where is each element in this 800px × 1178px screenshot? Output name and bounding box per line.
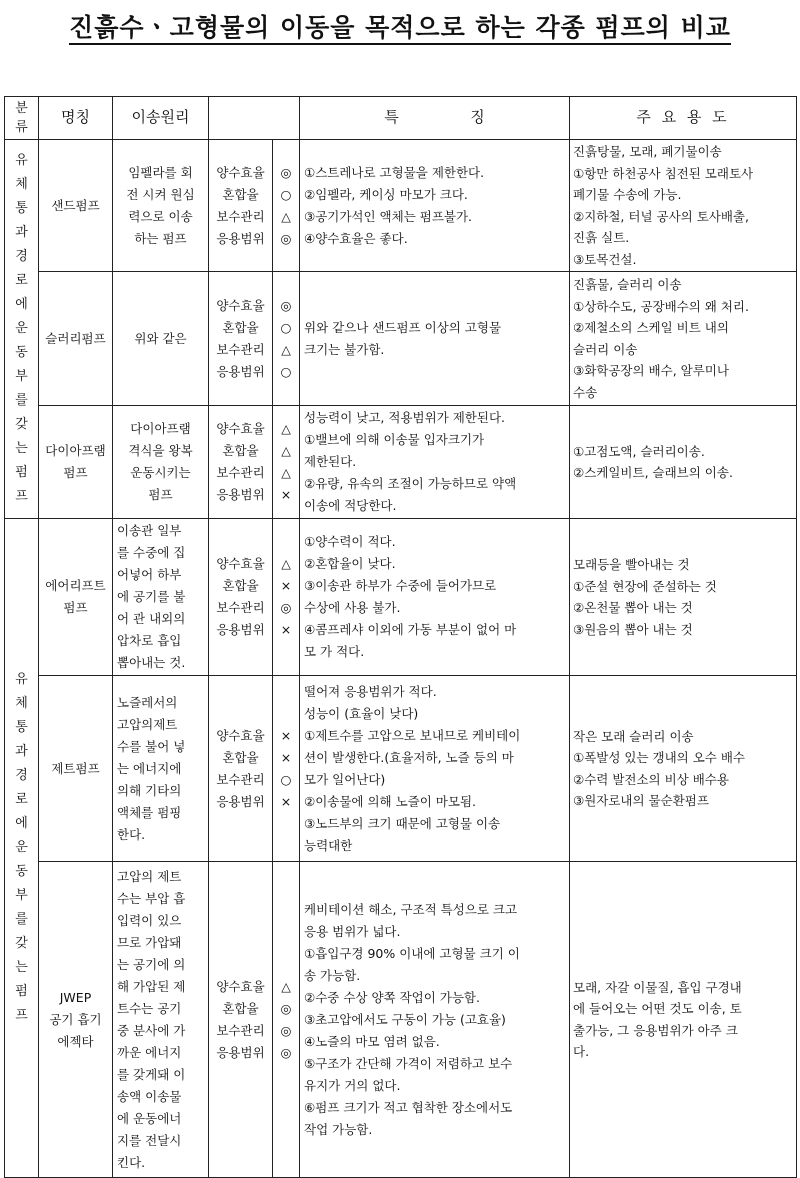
criteria-label: 혼합율 — [222, 1000, 259, 1016]
feature-line: ①양수력이 적다. — [304, 534, 396, 549]
use-line: ②스케일비트, 슬래브의 이송. — [573, 465, 733, 480]
principle-line: 어넣어 하부 — [117, 567, 182, 582]
principle-line: 는 에너지에 — [117, 760, 182, 776]
criteria-label: 혼합율 — [222, 578, 259, 593]
feature-line: ②이송물에 의해 노즐이 마모됨. — [304, 793, 477, 809]
rating-marks-cell — [273, 406, 300, 519]
principle-line: 액체를 펌핑 — [117, 804, 182, 820]
rating-mark: ◎ — [280, 230, 292, 246]
criteria-label: 응용범위 — [216, 487, 265, 502]
pump-name-cell — [39, 140, 113, 272]
criteria-label: 보수관리 — [216, 1022, 265, 1038]
criteria-cell — [209, 519, 273, 676]
use-line: ②지하철, 터널 공사의 토사배출, — [573, 208, 749, 224]
feature-line: ⑤구조가 간단해 가격이 저렴하고 보수 — [304, 1055, 513, 1071]
category-char: 동 — [15, 864, 28, 879]
criteria-label: 보수관리 — [216, 341, 265, 357]
features-cell — [300, 140, 570, 272]
pump-name-line: 제트펌프 — [51, 760, 100, 776]
rating-mark: ◎ — [280, 600, 292, 615]
category-char: 갖 — [15, 417, 28, 432]
criteria-label: 보수관리 — [216, 208, 265, 224]
principle-cell — [113, 862, 209, 1178]
principle-line: 입력이 있으 — [117, 912, 182, 928]
criteria-label: 보수관리 — [216, 600, 265, 615]
feature-line: ④양수효율은 좋다. — [304, 230, 408, 246]
rating-mark: ◎ — [280, 1022, 292, 1038]
feature-line: 모 가 적다. — [304, 644, 365, 659]
category-char: 는 — [15, 441, 28, 456]
pump-name-cell — [39, 676, 113, 862]
category-char: 부 — [15, 369, 28, 384]
criteria-label: 응용범위 — [216, 793, 265, 809]
rating-mark: ○ — [280, 186, 292, 202]
use-line: ③원자로내의 물순환펌프 — [573, 793, 709, 808]
use-line: ③화학공장의 배수, 알루미나 — [573, 363, 729, 378]
uses-cell — [570, 406, 797, 519]
category-char: 갖 — [15, 936, 28, 951]
category-char: 를 — [15, 912, 28, 927]
principle-cell — [113, 519, 209, 676]
feature-line: 유지가 거의 없다. — [304, 1077, 401, 1093]
feature-line: 떨어져 응용범위가 적다. — [304, 683, 437, 699]
features-cell — [300, 272, 570, 406]
principle-line: 력으로 이송 — [128, 208, 193, 224]
features-cell — [300, 676, 570, 862]
principle-line: 는 공기에 의 — [117, 956, 186, 972]
pump-name-line: 에어리프트 — [45, 578, 106, 593]
feature-line: ③이송관 하부가 수중에 들어가므로 — [304, 578, 497, 593]
feature-line: 수상에 사용 불가. — [304, 600, 401, 615]
pump-name-cell — [39, 862, 113, 1178]
principle-line: 어 관 내외의 — [117, 611, 186, 626]
feature-line: ①제트수를 고압으로 보내므로 케비테이 — [304, 727, 521, 743]
category-char: 동 — [15, 345, 28, 360]
criteria-label: 양수효율 — [216, 297, 265, 313]
feature-line: ①밸브에 의해 이송물 입자크기가 — [304, 432, 485, 447]
feature-line: 모가 일어난다) — [304, 771, 386, 787]
rating-mark: × — [280, 622, 292, 637]
rating-mark: ○ — [280, 319, 292, 335]
criteria-label: 혼합율 — [222, 749, 259, 765]
feature-line: 작업 가능함. — [304, 1121, 373, 1137]
category-char: 경 — [15, 249, 28, 264]
principle-line: 를 갖게돼 이 — [117, 1066, 186, 1082]
pump-name-cell — [39, 519, 113, 676]
table-row — [5, 519, 797, 676]
header-name: 명칭 — [39, 97, 113, 140]
category-char: 로 — [15, 792, 28, 807]
principle-line: 임펠라를 회 — [128, 164, 193, 180]
pump-name-line: 샌드펌프 — [51, 197, 100, 213]
use-line: ③원음의 뽑아 내는 것 — [573, 621, 693, 637]
criteria-label: 보수관리 — [216, 465, 265, 480]
header-criteria — [209, 97, 300, 140]
rating-mark: △ — [281, 421, 291, 436]
rating-mark: × — [280, 727, 292, 743]
category-char: 유 — [15, 153, 28, 168]
category-char: 로 — [15, 273, 28, 288]
category-char: 과 — [15, 225, 28, 240]
feature-line: 능력대한 — [304, 837, 353, 853]
principle-line: 므로 가압돼 — [117, 934, 182, 950]
table-row — [5, 272, 797, 406]
feature-line: ⑥펌프 크기가 적고 협착한 장소에서도 — [304, 1099, 513, 1115]
principle-line: 펌프 — [148, 487, 173, 502]
feature-line: ④노즐의 마모 염려 없음. — [304, 1033, 440, 1049]
table-row — [5, 862, 797, 1178]
criteria-label: 응용범위 — [216, 622, 265, 637]
category-char: 체 — [15, 177, 28, 192]
rating-marks-cell — [273, 519, 300, 676]
table-row — [5, 676, 797, 862]
category-char: 운 — [15, 840, 28, 855]
feature-line: 제한된다. — [304, 454, 357, 469]
feature-line: ③초고압에서도 구동이 가능 (고효율) — [304, 1011, 506, 1027]
use-line: 진흙 실트. — [573, 230, 630, 245]
features-cell — [300, 406, 570, 519]
category-char: 는 — [15, 960, 28, 975]
criteria-label: 양수효율 — [216, 164, 265, 180]
header-category-char: 류 — [15, 120, 28, 135]
criteria-label: 응용범위 — [216, 230, 265, 246]
criteria-cell — [209, 140, 273, 272]
principle-line: 위와 같은 — [134, 330, 187, 346]
principle-line: 에 공기를 불 — [117, 589, 186, 604]
category-char: 펌 — [15, 465, 28, 480]
header-uses: 주 요 용 도 — [570, 97, 797, 140]
use-line: 슬러리 이송 — [573, 341, 638, 357]
feature-line: 위와 같으나 샌드펌프 이상의 고형물 — [304, 319, 502, 335]
category-char: 경 — [15, 768, 28, 783]
feature-line: 크기는 불가함. — [304, 341, 385, 357]
use-line: 에 들어오는 어떤 것도 이송, 토 — [573, 1001, 742, 1016]
use-line: 진흙탕물, 모래, 폐기물이송 — [573, 144, 722, 159]
principle-line: 해 가압된 제 — [117, 978, 186, 994]
header-category — [5, 97, 39, 140]
rating-mark: △ — [281, 978, 291, 994]
principle-line: 고압의제트 — [117, 716, 178, 732]
criteria-label: 응용범위 — [216, 1044, 265, 1060]
feature-line: 성능력이 낮고, 적용범위가 제한된다. — [304, 410, 505, 425]
rating-mark: ◎ — [280, 1000, 292, 1016]
uses-cell — [570, 676, 797, 862]
principle-line: 송액 이송물 — [117, 1088, 182, 1104]
pump-name-line: 펌프 — [63, 600, 88, 615]
pump-name-line: 다이아프램 — [45, 443, 106, 458]
category-char: 통 — [15, 720, 28, 735]
use-line: ①폭발성 있는 갱내의 오수 배수 — [573, 750, 746, 765]
category-char: 유 — [15, 672, 28, 687]
header-principle: 이송원리 — [113, 97, 209, 140]
principle-line: 다이아프램 — [130, 421, 191, 436]
rating-mark: △ — [281, 443, 291, 458]
pump-name-cell — [39, 272, 113, 406]
use-line: 다. — [573, 1044, 590, 1059]
rating-mark: △ — [281, 556, 291, 571]
principle-line: 수를 불어 넣 — [117, 738, 186, 754]
rating-mark: × — [280, 487, 292, 502]
header-row — [5, 97, 797, 140]
principle-line: 압차로 흡입 — [117, 633, 182, 648]
feature-line: ②혼합율이 낮다. — [304, 556, 396, 571]
table-row — [5, 406, 797, 519]
uses-cell — [570, 862, 797, 1178]
use-line: ②수력 발전소의 비상 배수용 — [573, 771, 729, 787]
rating-mark: × — [280, 793, 292, 809]
use-line: 수송 — [573, 384, 598, 400]
feature-line: 성능이 (효율이 낮다) — [304, 705, 419, 721]
rating-mark: × — [280, 749, 292, 765]
principle-line: 트수는 공기 — [117, 1000, 182, 1016]
category-char: 프 — [15, 489, 28, 504]
principle-line: 까운 에너지 — [117, 1044, 182, 1060]
principle-line: 전 시켜 원심 — [126, 186, 195, 202]
uses-cell — [570, 519, 797, 676]
use-line: ③토목건설. — [573, 251, 637, 267]
category-char: 에 — [15, 297, 28, 312]
pump-name-line: JWEP — [59, 989, 92, 1005]
principle-line: 노즐레서의 — [117, 694, 178, 710]
principle-line: 고압의 제트 — [117, 868, 182, 884]
criteria-label: 혼합율 — [222, 319, 259, 335]
feature-line: ①흡입구경 90% 이내에 고형물 크기 이 — [304, 945, 520, 961]
criteria-cell — [209, 406, 273, 519]
category-char: 운 — [15, 321, 28, 336]
feature-line: 응용 범위가 넓다. — [304, 923, 401, 939]
category-char: 과 — [15, 744, 28, 759]
rating-mark: ◎ — [280, 164, 292, 180]
use-line: ①상하수도, 공장배수의 왜 처리. — [573, 298, 749, 314]
pump-name-line: 펌프 — [63, 465, 88, 480]
criteria-cell — [209, 272, 273, 406]
rating-mark: ○ — [280, 771, 292, 787]
criteria-cell — [209, 862, 273, 1178]
principle-line: 지를 전달시 — [117, 1132, 182, 1148]
feature-line: ③공기가석인 액체는 펌프불가. — [304, 208, 473, 224]
rating-mark: △ — [281, 341, 291, 357]
rating-marks-cell — [273, 272, 300, 406]
use-line: 작은 모래 슬러리 이송 — [573, 728, 694, 744]
feature-line: ③노드부의 크기 때문에 고형물 이송 — [304, 815, 501, 831]
page-title-text: 진흙수ㆍ고형물의 이동을 목적으로 하는 각종 펌프의 비교 — [69, 13, 731, 45]
principle-line: 격식을 왕복 — [128, 443, 193, 458]
use-line: 모래, 자갈 이물질, 흡입 구경내 — [573, 979, 742, 995]
pump-name-line: 슬러리펌프 — [45, 330, 106, 346]
principle-line: 에 운동에너 — [117, 1110, 182, 1126]
category-char: 부 — [15, 888, 28, 903]
pump-comparison-table — [4, 96, 797, 1178]
rating-mark: △ — [281, 208, 291, 224]
category-cell — [5, 519, 39, 1178]
feature-line: ④콤프레샤 이외에 가동 부분이 없어 마 — [304, 622, 517, 637]
principle-cell — [113, 272, 209, 406]
principle-line: 의해 기타의 — [117, 782, 182, 798]
principle-line: 수는 부압 흡 — [117, 890, 186, 906]
rating-mark: ◎ — [280, 297, 292, 313]
category-char: 를 — [15, 393, 28, 408]
uses-cell — [570, 272, 797, 406]
principle-line: 킨다. — [117, 1154, 146, 1170]
pump-name-line: 에젝타 — [57, 1033, 94, 1049]
uses-cell — [570, 140, 797, 272]
page-title — [0, 8, 800, 44]
pump-name-line: 공기 흡기 — [49, 1011, 102, 1027]
criteria-cell — [209, 676, 273, 862]
feature-line: 케비테이션 해소, 구조적 특성으로 크고 — [304, 901, 518, 917]
category-char: 체 — [15, 696, 28, 711]
feature-line: ②유량, 유속의 조절이 가능하므로 약액 — [304, 476, 517, 491]
table-row — [5, 140, 797, 272]
rating-mark: × — [280, 578, 292, 593]
use-line: ①준설 현장에 준설하는 것 — [573, 578, 717, 594]
category-char: 에 — [15, 816, 28, 831]
category-char: 프 — [15, 1008, 28, 1023]
principle-line: 뽑아내는 것. — [117, 655, 186, 670]
feature-line: 션이 발생한다.(효율저하, 노즐 등의 마 — [304, 749, 514, 765]
criteria-label: 양수효율 — [216, 421, 265, 436]
use-line: 모래등을 빨아내는 것 — [573, 557, 690, 572]
principle-line: 한다. — [117, 826, 146, 842]
rating-mark: ○ — [280, 363, 292, 379]
rating-marks-cell — [273, 862, 300, 1178]
use-line: 진흙물, 슬러리 이송 — [573, 277, 682, 292]
criteria-label: 양수효율 — [216, 978, 265, 994]
use-line: ②제철소의 스케일 비트 내의 — [573, 320, 729, 335]
criteria-label: 양수효율 — [216, 556, 265, 571]
principle-line: 중 분사에 가 — [117, 1022, 186, 1038]
rating-mark: ◎ — [280, 1044, 292, 1060]
features-cell — [300, 519, 570, 676]
pump-name-cell — [39, 406, 113, 519]
feature-line: ②수중 수상 양쪽 작업이 가능함. — [304, 989, 480, 1005]
use-line: 폐기물 수송에 가능. — [573, 187, 682, 202]
criteria-label: 혼합율 — [222, 443, 259, 458]
feature-line: ②임펠라, 케이싱 마모가 크다. — [304, 186, 468, 202]
rating-mark: △ — [281, 465, 291, 480]
use-line: ①항만 하천공사 침전된 모래토사 — [573, 165, 754, 181]
category-cell — [5, 140, 39, 519]
use-line: 출가능, 그 응용범위가 아주 크 — [573, 1022, 738, 1038]
criteria-label: 혼합율 — [222, 186, 259, 202]
rating-marks-cell — [273, 140, 300, 272]
feature-line: 송 가능함. — [304, 967, 361, 983]
principle-line: 이송관 일부 — [117, 523, 182, 538]
principle-line: 를 수중에 집 — [117, 545, 186, 560]
category-char: 통 — [15, 201, 28, 216]
principle-line: 하는 펌프 — [134, 230, 187, 246]
rating-marks-cell — [273, 676, 300, 862]
criteria-label: 양수효율 — [216, 727, 265, 743]
use-line: ①고점도액, 슬러리이송. — [573, 443, 705, 459]
feature-line: ①스트레나로 고형물을 제한한다. — [304, 164, 485, 180]
category-char: 펌 — [15, 984, 28, 999]
features-cell — [300, 862, 570, 1178]
principle-cell — [113, 676, 209, 862]
criteria-label: 응용범위 — [216, 363, 265, 379]
principle-cell — [113, 406, 209, 519]
header-features: 특 징 — [300, 97, 570, 140]
feature-line: 이송에 적당한다. — [304, 498, 397, 513]
principle-line: 운동시키는 — [130, 465, 191, 480]
criteria-label: 보수관리 — [216, 771, 265, 787]
use-line: ②온천물 뽑아 내는 것 — [573, 600, 693, 615]
header-category-char: 분 — [15, 101, 28, 116]
principle-cell — [113, 140, 209, 272]
